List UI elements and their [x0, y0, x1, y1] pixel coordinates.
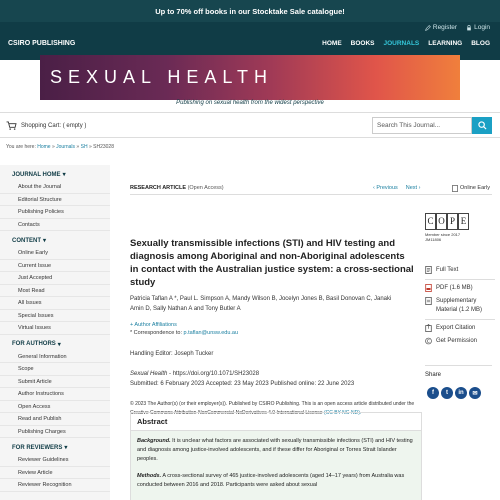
sidebar-item-just-accepted[interactable]: Just Accepted [0, 272, 110, 285]
facebook-icon[interactable]: f [427, 387, 439, 399]
cope-member-since: Member since 2017 [425, 232, 461, 237]
cart-icon [6, 121, 17, 130]
abstract-body [131, 431, 421, 500]
abstract-background [137, 437, 415, 464]
search-icon [478, 121, 487, 130]
register-link[interactable] [425, 24, 457, 31]
chevron-down-icon: ▾ [62, 172, 66, 178]
license-body: © 2023 The Author(s) (or their employer(s)). Published by CSIRO Publishing. This is an open access article distributed under the Creative Commons Attribution-NonCommercial-NoDerivatives 4.0 International License [130, 401, 415, 416]
sidebar-item-general-information[interactable]: General Information [0, 351, 110, 364]
sidebar-item-virtual-issues[interactable]: Virtual Issues [0, 322, 110, 335]
cart-label: Shopping Cart: ( empty ) [21, 122, 87, 129]
main-nav [322, 40, 490, 47]
sidebar-heading-journal-home[interactable] [0, 171, 110, 178]
get-permission-link[interactable] [425, 337, 495, 346]
sidebar-item-special-issues[interactable]: Special Issues [0, 310, 110, 323]
nav-journals[interactable]: JOURNALS [383, 40, 420, 47]
journal-tagline: Publishing on sexual health from the widest perspective [176, 100, 324, 106]
cope-member-id: JM11806 [425, 237, 442, 242]
share-heading: Share [425, 372, 442, 378]
pdf-link[interactable] [425, 284, 495, 293]
search-button[interactable] [472, 117, 492, 134]
sidebar-item-reviewer-recognition[interactable]: Reviewer Recognition [0, 479, 110, 492]
chevron-down-icon: ▾ [64, 445, 68, 451]
article-dates: Submitted: 6 February 2023 Accepted: 23 May 2023 Published online: 22 June 2023 [130, 381, 355, 387]
prev-next-nav [373, 185, 420, 191]
pdf-icon [425, 284, 432, 292]
share-buttons [427, 387, 481, 399]
background-text: It is unclear what factors are associated with sexually transmissible infections (STI) and HIV testing and diagnosis among justice-involved adolescents, and if these differ for Aboriginal or Torres Strait Islander peoples. [137, 438, 413, 462]
get-permission-label: Get Permission [436, 338, 478, 344]
search-input[interactable]: Search This Journal... [372, 117, 472, 134]
article-tools [425, 266, 495, 350]
breadcrumb: You are here: Home » Journals » SH » SH23028 [6, 144, 114, 150]
sidebar-item-open-access[interactable]: Open Access [0, 401, 110, 414]
file-icon [425, 297, 432, 305]
sidebar-item-about[interactable]: About the Journal [0, 181, 110, 194]
divider [130, 194, 492, 195]
next-label: Next [405, 185, 418, 191]
cope-letter: P [447, 213, 458, 230]
background-label: Background. [137, 438, 171, 444]
cope-logo [425, 213, 470, 230]
correspondence-email[interactable]: p.taflan@unsw.edu.au [183, 330, 239, 336]
methods-text: A cross-sectional survey of 465 justice-involved adolescents (aged 14–17 years) from Australia was conducted between 2016 and 2018. Participants were asked about sexual [137, 473, 405, 488]
authors-line-1[interactable]: Patricia Taflan A *, Paul L. Simpson A, Mandy Wilson B, Jocelyn Jones B, Basil Donovan C, Janaki [130, 296, 392, 302]
divider [425, 279, 495, 280]
license-link[interactable]: (CC BY-NC-ND). [323, 409, 362, 416]
sidebar-heading-label: JOURNAL HOME [12, 171, 61, 178]
nav-learning[interactable]: LEARNING [428, 40, 463, 47]
cope-letter: O [436, 213, 447, 230]
previous-link[interactable]: ‹ Previous [373, 185, 398, 191]
login-link[interactable] [466, 24, 490, 31]
divider [425, 365, 492, 366]
divider [425, 319, 495, 320]
chevron-down-icon: ▾ [57, 341, 61, 348]
copyright-icon [425, 337, 432, 345]
sidebar-item-reviewer-guidelines[interactable]: Reviewer Guidelines [0, 454, 110, 467]
supplementary-link[interactable] [425, 297, 495, 315]
cope-letter: C [425, 213, 436, 230]
correspondence-prefix: * Correspondence to: [130, 330, 182, 336]
brand-logo[interactable]: CSIRO PUBLISHING [8, 40, 76, 47]
export-citation-label: Export Citation [436, 325, 476, 331]
nav-blog[interactable]: BLOG [471, 40, 490, 47]
citation-block [130, 369, 354, 389]
sidebar-item-editorial-structure[interactable]: Editorial Structure [0, 194, 110, 207]
journal-banner[interactable] [40, 55, 460, 100]
sidebar [0, 165, 110, 500]
user-links [425, 24, 490, 31]
author-affiliations-toggle[interactable]: + Author Affiliations [130, 322, 177, 328]
breadcrumb-prefix: You are here: [6, 144, 36, 150]
sidebar-item-current-issue[interactable]: Current Issue [0, 260, 110, 273]
nav-home[interactable]: HOME [322, 40, 342, 47]
open-access-label: (Open Access) [187, 185, 224, 191]
author-list [130, 294, 415, 314]
article-meta-row [130, 185, 500, 197]
breadcrumb-current: SH23028 [93, 144, 114, 150]
handling-editor: Handling Editor: Joseph Tucker [130, 351, 214, 357]
lock-icon [466, 25, 472, 31]
promo-banner[interactable]: Up to 70% off books in our Stocktake Sale catalogue! [0, 0, 500, 22]
register-label: Register [432, 24, 458, 31]
full-text-label: Full Text [436, 267, 459, 273]
next-link[interactable]: Next › [405, 185, 421, 191]
methods-label: Methods. [137, 473, 162, 479]
export-citation-link[interactable] [425, 324, 495, 333]
export-icon [425, 324, 432, 332]
cope-letter: E [458, 213, 469, 230]
article-type [130, 185, 224, 191]
sidebar-item-most-read[interactable]: Most Read [0, 285, 110, 298]
online-early-link[interactable] [452, 185, 490, 192]
sidebar-item-author-instructions[interactable]: Author Instructions [0, 388, 110, 401]
sidebar-heading-label: FOR REVIEWERS [12, 444, 63, 451]
abstract-panel [130, 409, 422, 500]
abstract-heading: Abstract [131, 413, 421, 431]
online-early-label: Online Early [460, 185, 490, 191]
sidebar-heading-for-authors[interactable] [0, 341, 110, 348]
chevron-down-icon: ▾ [43, 238, 47, 244]
sidebar-item-all-issues[interactable]: All Issues [0, 297, 110, 310]
breadcrumb-sh[interactable]: SH [80, 144, 88, 150]
sidebar-heading-label: CONTENT [12, 237, 41, 244]
sidebar-heading-for-reviewers[interactable] [0, 444, 110, 451]
email-icon[interactable]: ✉ [469, 387, 481, 399]
doi-link[interactable]: - https://doi.org/10.1071/SH23028 [169, 371, 260, 377]
supplementary-label: Supplementary Material (1.2 MB) [436, 298, 483, 313]
sidebar-item-online-early[interactable]: Online Early [0, 247, 110, 260]
journal-title: SEXUAL HEALTH [50, 67, 274, 87]
abstract-methods [137, 472, 415, 490]
pencil-icon [425, 25, 431, 31]
pdf-label: PDF (1.6 MB) [436, 285, 473, 291]
sidebar-heading-content[interactable] [0, 237, 110, 244]
correspondence [130, 330, 238, 336]
journal-name: Sexual Health [130, 371, 168, 377]
article-title: Sexually transmissible infections (STI) and HIV testing and diagnosis among Aboriginal and non-Aboriginal adolescents in contact with the Australian justice system: a cross-sectional study [130, 238, 414, 288]
sidebar-item-publishing-charges[interactable]: Publishing Charges [0, 426, 110, 439]
breadcrumb-journals[interactable]: Journals [56, 144, 76, 150]
document-icon [452, 185, 458, 192]
article-type-label: RESEARCH ARTICLE [130, 185, 187, 191]
sidebar-item-submit-article[interactable]: Submit Article [0, 376, 110, 389]
breadcrumb-home[interactable]: Home [37, 144, 51, 150]
shopping-cart[interactable] [6, 121, 86, 130]
sidebar-item-scope[interactable]: Scope [0, 363, 110, 376]
authors-line-2[interactable]: Amin D, Sally Nathan A and Tony Butler A [130, 306, 241, 312]
sidebar-item-read-and-publish[interactable]: Read and Publish [0, 413, 110, 426]
login-label: Login [474, 24, 490, 31]
linkedin-icon[interactable]: in [455, 387, 467, 399]
previous-label: Previous [376, 185, 398, 191]
cope-badge[interactable] [425, 213, 470, 263]
sidebar-item-review-article[interactable]: Review Article [0, 467, 110, 480]
sidebar-heading-label: FOR AUTHORS [12, 341, 56, 347]
sidebar-item-contacts[interactable]: Contacts [0, 219, 110, 232]
nav-books[interactable]: BOOKS [350, 40, 375, 47]
document-icon [425, 266, 432, 274]
full-text-link[interactable] [425, 266, 495, 275]
twitter-icon[interactable]: t [441, 387, 453, 399]
sidebar-item-publishing-policies[interactable]: Publishing Policies [0, 206, 110, 219]
cope-member-text [425, 232, 470, 242]
search-bar [0, 112, 500, 138]
